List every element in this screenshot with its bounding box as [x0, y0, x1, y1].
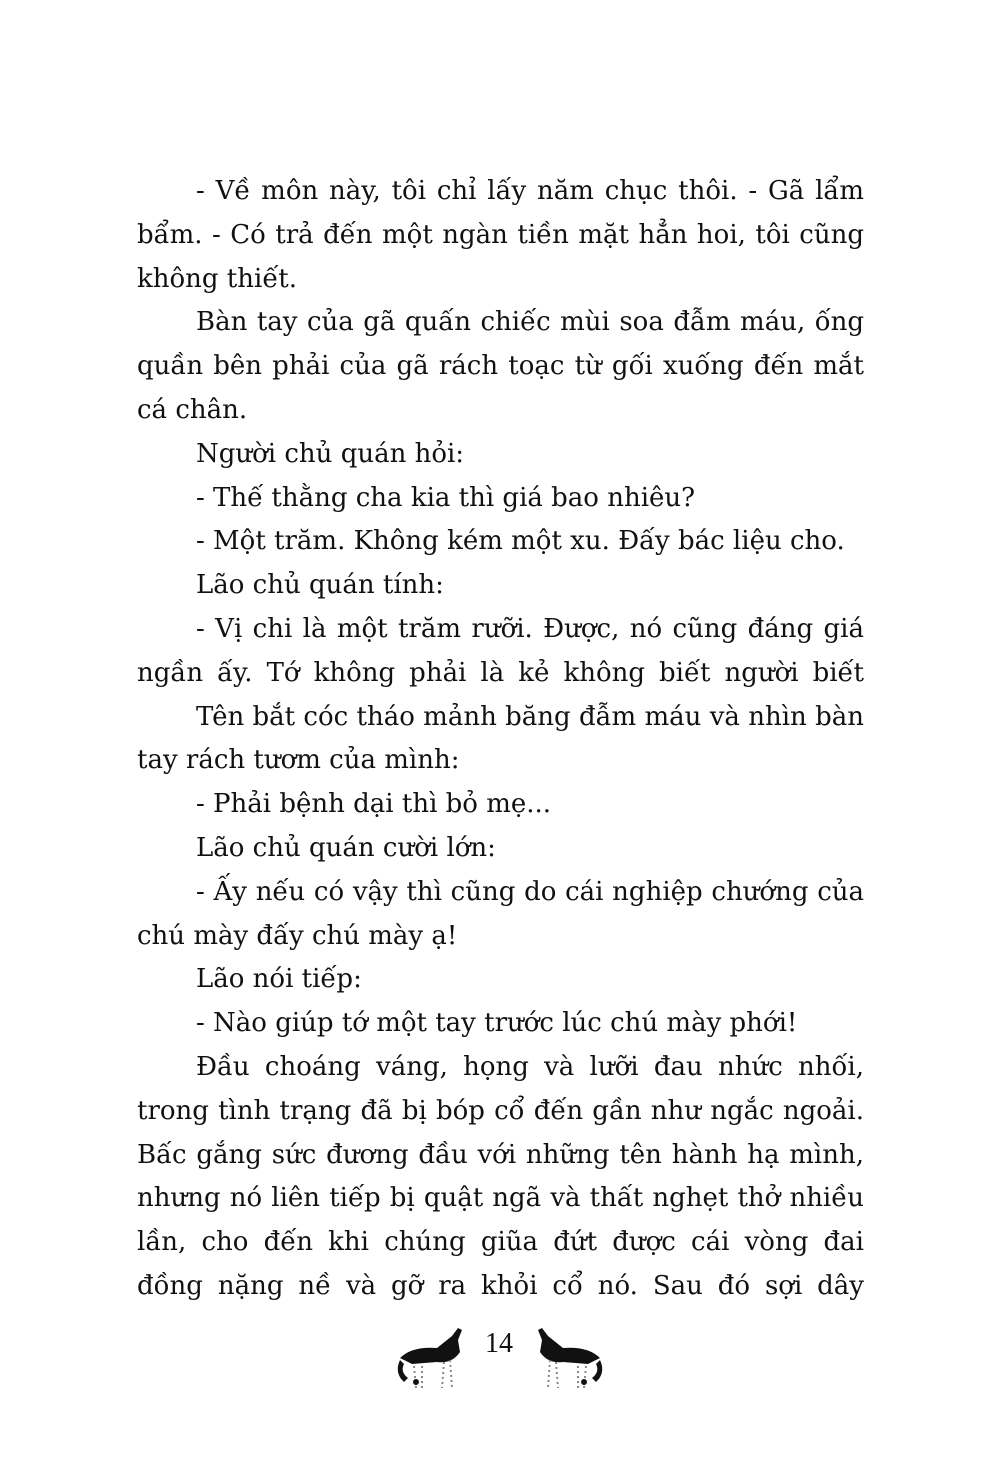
text-line: Bàn tay của gã quấn chiếc mùi soa đẫm máu, ống [196, 307, 864, 338]
text-line: tay rách tươm của mình: [137, 745, 460, 776]
text-line: - Nào giúp tớ một tay trước lúc chú mày phới! [196, 1008, 798, 1039]
text-line: trong tình trạng đã bị bóp cổ đến gần như ngắc ngoải. [137, 1095, 864, 1126]
text-line: Lão chủ quán tính: [196, 570, 444, 601]
text-line: - Phải bệnh dại thì bỏ mẹ... [196, 789, 552, 820]
text-line: Lão nói tiếp: [196, 964, 362, 995]
text-line: quần bên phải của gã rách toạc từ gối xuống đến mắt [137, 351, 864, 382]
text-line: Người chủ quán hỏi: [196, 438, 465, 469]
text-line: cá chân. [137, 394, 248, 425]
text-line: không thiết. [137, 263, 298, 294]
howling-wolf-icon [528, 1318, 608, 1398]
text-line: Tên bắt cóc tháo mảnh băng đẫm máu và nhìn bàn [196, 701, 864, 732]
text-line: Lão chủ quán cười lớn: [196, 832, 496, 863]
text-line: - Thế thằng cha kia thì giá bao nhiêu? [196, 482, 696, 513]
howling-wolf-icon [392, 1318, 472, 1398]
page-footer [0, 1318, 1000, 1398]
page-body [137, 170, 864, 1309]
text-line: - Vị chi là một trăm rưỡi. Được, nó cũng đáng giá [196, 613, 864, 644]
page-number: 14 [485, 1328, 513, 1359]
text-line: ngần ấy. Tớ không phải là kẻ không biết người biết [137, 657, 864, 688]
text-line: - Ấy nếu có vậy thì cũng do cái nghiệp chướng của [196, 876, 864, 907]
text-line: chú mày đấy chú mày ạ! [137, 920, 458, 951]
text-line: đồng nặng nề và gỡ ra khỏi cổ nó. Sau đó sợi dây [137, 1270, 864, 1301]
text-line: Đầu choáng váng, họng và lưỡi đau nhức nhối, [196, 1051, 864, 1082]
text-line: bẩm. - Có trả đến một ngàn tiền mặt hẳn hoi, tôi cũng [137, 219, 864, 250]
text-line: - Về môn này, tôi chỉ lấy năm chục thôi. - Gã lẩm [196, 176, 864, 206]
text-line: nhưng nó liên tiếp bị quật ngã và thất nghẹt thở nhiều [137, 1183, 864, 1214]
text-line: - Một trăm. Không kém một xu. Đấy bác liệu cho. [196, 526, 845, 557]
text-line: lần, cho đến khi chúng giũa đứt được cái vòng đai [137, 1227, 864, 1258]
text-line: Bấc gắng sức đương đầu với những tên hành hạ mình, [137, 1139, 864, 1170]
